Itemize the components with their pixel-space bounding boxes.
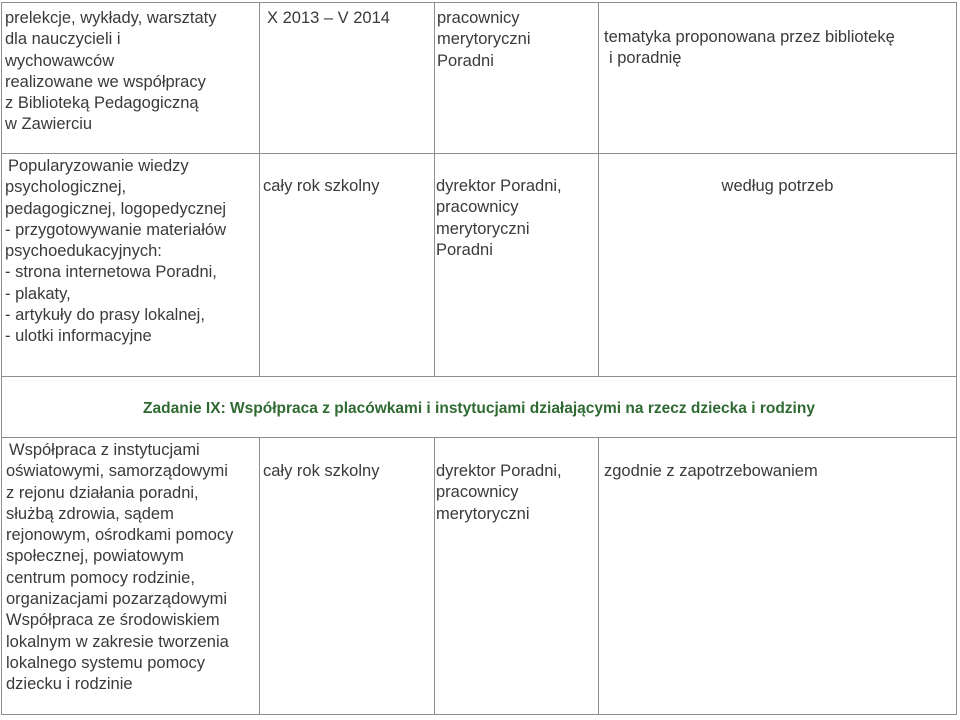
cell-line: według potrzeb — [721, 177, 834, 195]
cell-line: prelekcje, wykłady, warsztaty — [5, 9, 217, 27]
cell-line: rejonowym, ośrodkami pomocy — [6, 526, 234, 545]
cell-line: organizacjami pozarządowymi — [6, 590, 228, 609]
task-title: Zadanie IX: Współpraca z placówkami i instytucjami działającymi na rzecz dziecka i rodziny — [143, 400, 815, 418]
responsible-cell — [435, 438, 599, 715]
cell-line: Poradni — [436, 240, 493, 259]
term-cell — [260, 154, 435, 377]
cell-line: dyrektor Poradni, — [436, 462, 562, 480]
cell-line: lokalnym w zakresie tworzenia — [6, 632, 229, 651]
cell-line: Poradni — [437, 51, 494, 70]
cell-line: dziecku i rodzinie — [6, 675, 133, 694]
cell-line: cały rok szkolny — [263, 177, 380, 195]
cell-line: z Biblioteką Pedagogiczną — [5, 94, 199, 113]
cell-line: dla nauczycieli i — [5, 30, 121, 49]
cell-line: społecznej, powiatowym — [6, 547, 184, 566]
cell-line: - przygotowywanie materiałów — [5, 220, 227, 239]
task-form-cell — [2, 3, 260, 154]
task-header-row — [2, 377, 957, 438]
table-row — [2, 3, 957, 154]
cell-line: lokalnego systemu pomocy — [6, 653, 206, 672]
term-cell — [260, 438, 435, 715]
cell-line: merytoryczni — [437, 30, 531, 49]
cell-line: - artykuły do prasy lokalnej, — [5, 306, 205, 325]
table-row — [2, 438, 957, 715]
cell-line: psychoedukacyjnych: — [5, 242, 162, 261]
cell-line: Współpraca z instytucjami — [9, 441, 200, 459]
task-header-cell — [2, 377, 957, 438]
document-page — [1, 2, 956, 715]
task-form-cell — [2, 438, 260, 715]
notes-cell — [599, 3, 957, 154]
cell-line: - plakaty, — [5, 284, 71, 303]
cell-line: wychowawców — [5, 51, 115, 70]
cell-line: pracownicy — [436, 198, 519, 217]
cell-line: X 2013 – V 2014 — [267, 9, 390, 27]
cell-line: cały rok szkolny — [263, 462, 380, 480]
cell-line: Popularyzowanie wiedzy — [8, 157, 189, 175]
cell-line: pedagogicznej, logopedycznej — [5, 199, 227, 218]
notes-cell — [599, 154, 957, 377]
cell-line: merytoryczni — [436, 219, 530, 238]
cell-line: - ulotki informacyjne — [5, 327, 152, 346]
cell-line: pracownicy — [437, 9, 520, 27]
cell-line: realizowane we współpracy — [5, 72, 206, 91]
cell-line: z rejonu działania poradni, — [6, 483, 199, 502]
cell-line: służbą zdrowia, sądem — [6, 504, 174, 523]
cell-line: tematyka proponowana przez bibliotekę — [604, 28, 895, 46]
cell-line: zgodnie z zapotrzebowaniem — [604, 462, 818, 480]
responsible-cell — [435, 154, 599, 377]
cell-line: Współpraca ze środowiskiem — [6, 611, 220, 630]
cell-line: pracownicy — [436, 483, 519, 502]
cell-line: merytoryczni — [436, 504, 530, 523]
cell-line: psychologicznej, — [5, 178, 127, 197]
term-cell — [260, 3, 435, 154]
cell-line: centrum pomocy rodzinie, — [6, 568, 195, 587]
cell-line: dyrektor Poradni, — [436, 177, 562, 195]
notes-cell — [599, 438, 957, 715]
cell-line: i poradnię — [609, 49, 682, 68]
table-row — [2, 154, 957, 377]
cell-line: - strona internetowa Poradni, — [5, 263, 217, 282]
task-form-cell — [2, 154, 260, 377]
responsible-cell — [435, 3, 599, 154]
plan-table — [1, 2, 957, 715]
cell-line: oświatowymi, samorządowymi — [6, 462, 228, 481]
cell-line: w Zawierciu — [5, 115, 93, 134]
